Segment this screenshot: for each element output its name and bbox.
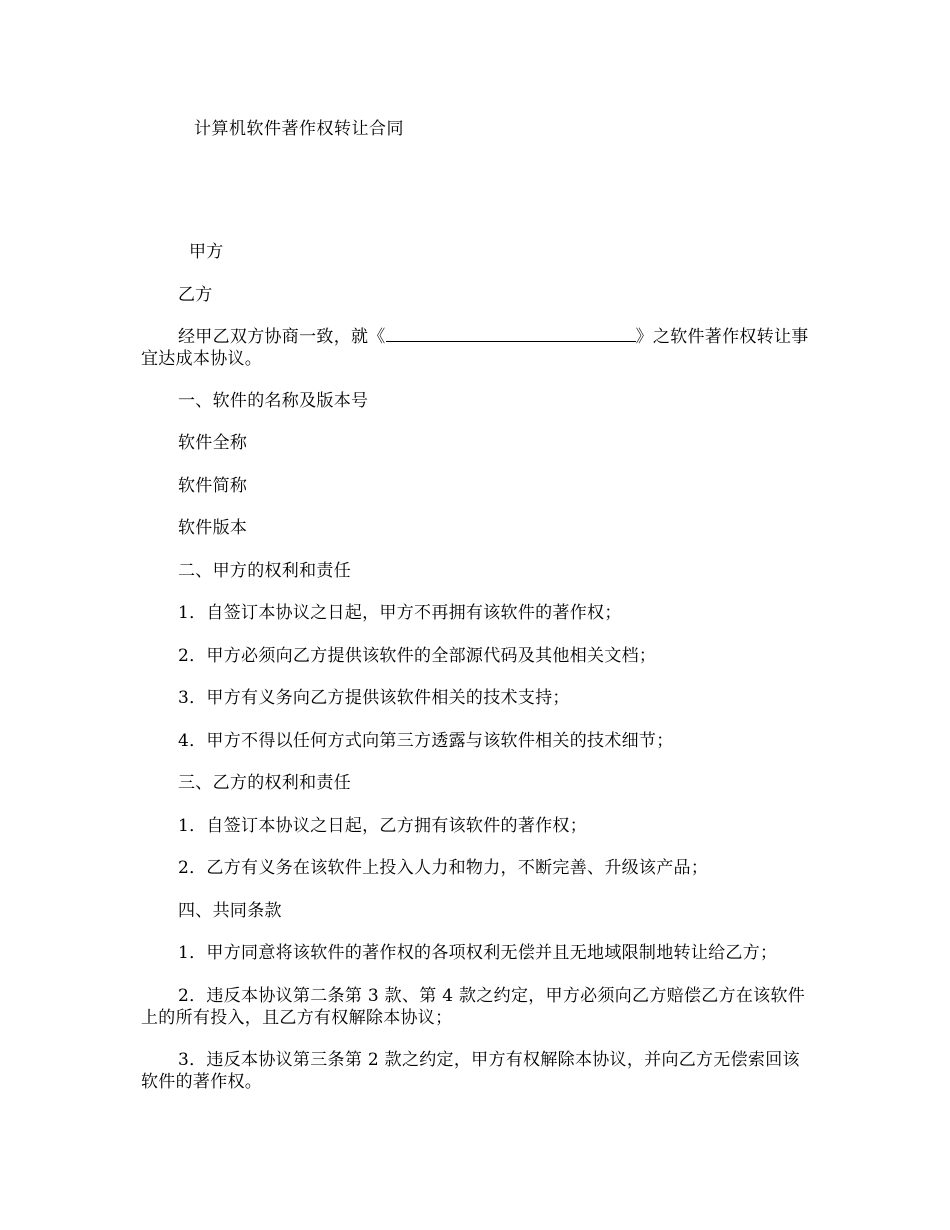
section-3-heading: 三、乙方的权利和责任 (178, 773, 351, 793)
section-2-item-2: 2．甲方必须向乙方提供该软件的全部源代码及其他相关文档； (178, 646, 657, 666)
section-4-item-3: 3．违反本协议第三条第 2 款之约定，甲方有权解除本协议，并向乙方无偿索回该软件的著作权。 (141, 1050, 800, 1092)
intro-text-after: 》之软件著作权转让事宜达成本协议。 (141, 327, 809, 369)
software-name-blank (386, 327, 636, 342)
section-1-heading: 一、软件的名称及版本号 (178, 391, 369, 411)
party-b-label: 乙方 (178, 285, 213, 305)
section-2-item-1: 1．自签订本协议之日起，甲方不再拥有该软件的著作权； (178, 603, 622, 623)
section-4-item-1: 1．甲方同意将该软件的著作权的各项权利无偿并且无地域限制地转让给乙方； (178, 943, 778, 963)
document-title: 计算机软件著作权转让合同 (194, 119, 404, 139)
software-short-name-label: 软件简称 (178, 476, 248, 496)
section-4-item-2: 2．违反本协议第二条第 3 款、第 4 款之约定，甲方必须向乙方赔偿乙方在该软件上的所有投入，且乙方有权解除本协议； (141, 986, 806, 1028)
party-a-label: 甲方 (189, 242, 224, 262)
software-full-name-label: 软件全称 (178, 433, 248, 453)
software-version-label: 软件版本 (178, 518, 248, 538)
intro-text-before: 经甲乙双方协商一致，就《 (178, 327, 386, 347)
section-2-item-4: 4．甲方不得以任何方式向第三方透露与该软件相关的技术细节； (178, 731, 674, 751)
intro-paragraph (141, 326, 811, 370)
section-2-item-3: 3．甲方有义务向乙方提供该软件相关的技术支持； (178, 688, 570, 708)
section-3-item-1: 1．自签订本协议之日起，乙方拥有该软件的著作权； (178, 816, 588, 836)
section-2-heading: 二、甲方的权利和责任 (178, 561, 351, 581)
section-4-heading: 四、共同条款 (178, 901, 282, 921)
section-3-item-2: 2．乙方有义务在该软件上投入人力和物力，不断完善、升级该产品； (178, 858, 709, 878)
